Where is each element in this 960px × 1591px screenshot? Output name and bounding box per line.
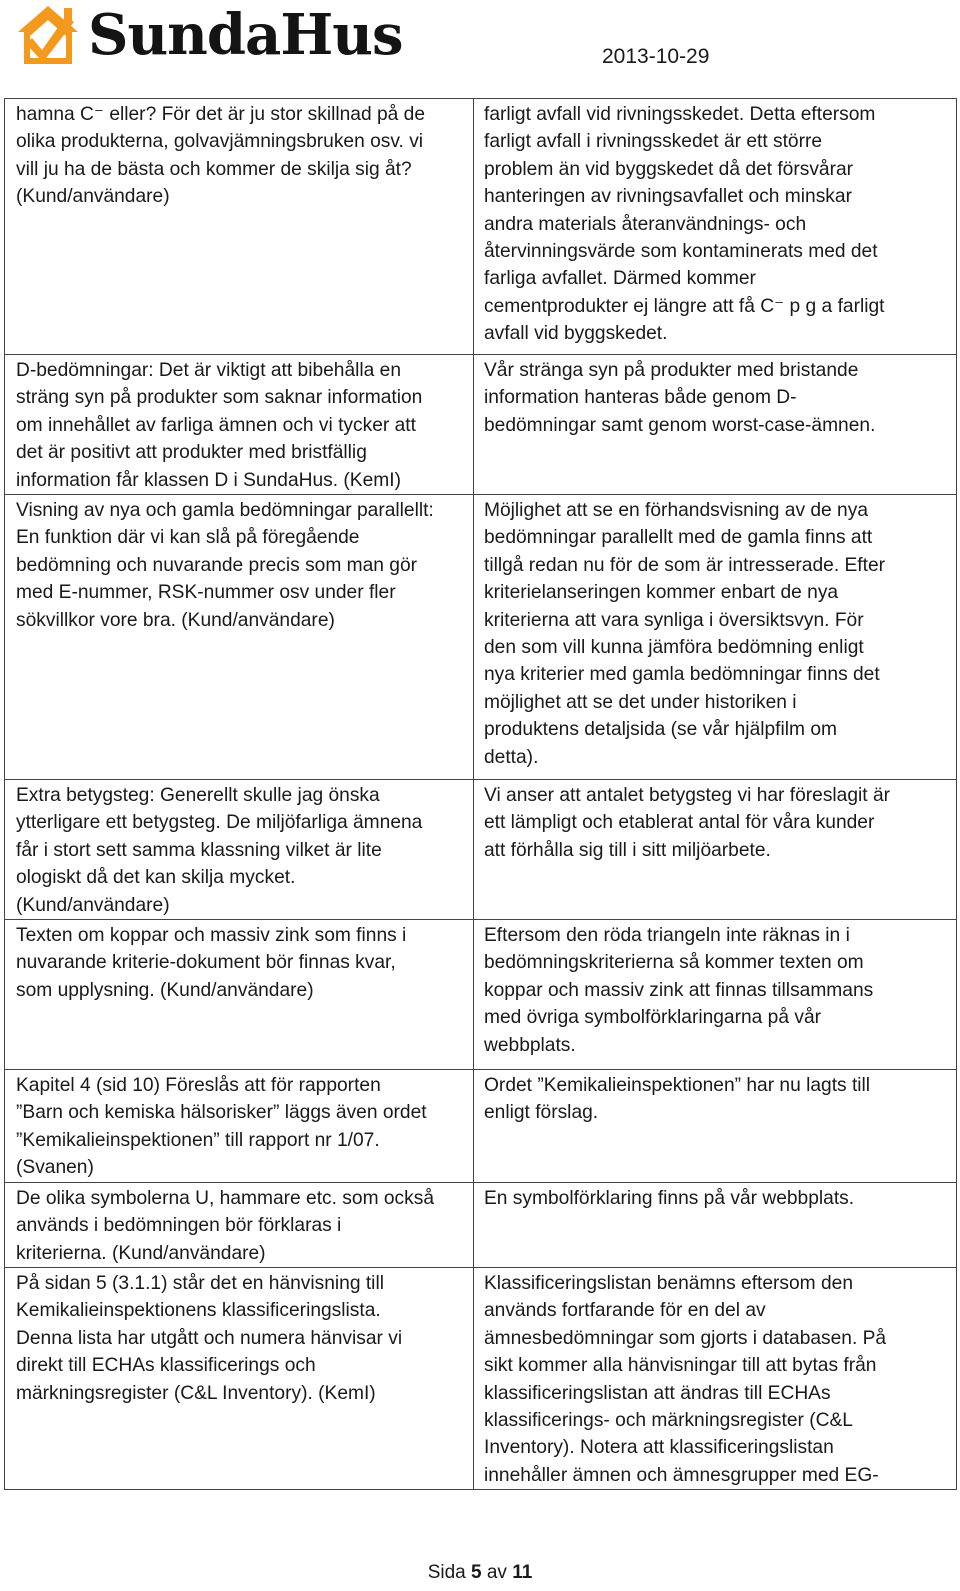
document-date: 2013-10-29: [602, 45, 710, 68]
comment-cell: Extra betygsteg: Generellt skulle jag önska ytterligare ett betygsteg. De miljöfarliga ämnena får i stort sett samma klassning vilket är lite ologiskt då det kan skilja mycket. (Kund/användare): [5, 780, 474, 920]
comment-cell: Visning av nya och gamla bedömningar parallellt: En funktion där vi kan slå på föregående bedömning och nuvarande precis som man gör med E-nummer, RSK-nummer osv under fler sökvillkor vore bra. (Kund/användare): [5, 495, 474, 780]
comment-cell: De olika symbolerna U, hammare etc. som också används i bedömningen bör förklaras i kriterierna. (Kund/användare): [5, 1182, 474, 1267]
table-row: [5, 495, 957, 780]
response-cell: Vi anser att antalet betygsteg vi har föreslagit är ett lämpligt och etablerat antal för våra kunder att förhålla sig till i sitt miljöarbete.: [474, 780, 957, 920]
comment-cell: D-bedömningar: Det är viktigt att bibehålla en sträng syn på produkter som saknar information om innehållet av farliga ämnen och vi tycker att det är positivt att produkter med bristfällig information får klassen D i SundaHus. (KemI): [5, 355, 474, 495]
response-cell: Möjlighet att se en förhandsvisning av de nya bedömningar parallellt med de gamla finns att tillgå redan nu för de som är intresserade. Efter kriterielanseringen kommer enbart de nya kriterierna att vara synliga i översiktsvyn. För den som vill kunna jämföra bedömning enligt nya kriterier med gamla bedömningar finns det möjlighet att se det under historiken i produktens detaljsida (se vår hjälpfilm om detta).: [474, 495, 957, 780]
response-cell: Ordet ”Kemikalieinspektionen” har nu lagts till enligt förslag.: [474, 1070, 957, 1183]
response-cell: Klassificeringslistan benämns eftersom den används fortfarande för en del av ämnesbedömningar som gjorts i databasen. På sikt kommer alla hänvisningar till att bytas från klassificeringslistan att ändras till ECHAs klassificerings- och märkningsregister (C&L Inventory). Notera att klassificeringslistan innehåller ämnen och ämnesgrupper med EG-: [474, 1267, 957, 1489]
page-of-label: av: [486, 1562, 507, 1583]
table-row: [5, 780, 957, 920]
page-label: Sida: [427, 1562, 466, 1583]
response-cell: Eftersom den röda triangeln inte räknas in i bedömningskriterierna så kommer texten om koppar och massiv zink att finnas tillsammans med övriga symbolförklaringarna på vår webbplats.: [474, 920, 957, 1070]
table-row: [5, 355, 957, 495]
table-row: [5, 1070, 957, 1183]
table-row: [5, 99, 957, 355]
table-row: [5, 1267, 957, 1489]
page-header: [0, 0, 960, 90]
comment-cell: På sidan 5 (3.1.1) står det en hänvisning till Kemikalieinspektionens klassificeringslista. Denna lista har utgått och numera hänvisar vi direkt till ECHAs klassificerings och märkningsregister (C&L Inventory). (KemI): [5, 1267, 474, 1489]
page-footer: [0, 1560, 960, 1586]
table-row: [5, 920, 957, 1070]
comment-cell: Kapitel 4 (sid 10) Föreslås att för rapporten ”Barn och kemiska hälsorisker” läggs även ordet ”Kemikalieinspektionen” till rapport nr 1/07. (Svanen): [5, 1070, 474, 1183]
response-cell: farligt avfall vid rivningsskedet. Detta eftersom farligt avfall i rivningsskedet är ett större problem än vid byggskedet då det försvårar hanteringen av rivningsavfallet och minskar andra materials återanvändnings- och återvinningsvärde som kontaminerats med det farliga avfallet. Därmed kommer cementprodukter ej längre att få C⁻ p g a farligt avfall vid byggskedet.: [474, 99, 957, 355]
response-cell: En symbolförklaring finns på vår webbplats.: [474, 1182, 957, 1267]
current-page-number: 5: [471, 1562, 482, 1583]
logo-wordmark: SundaHus: [88, 2, 403, 68]
sundahus-house-check-logo-icon: [14, 2, 82, 68]
response-cell: Vår stränga syn på produkter med bristande information hanteras både genom D- bedömningar samt genom worst-case-ämnen.: [474, 355, 957, 495]
total-page-count: 11: [512, 1562, 533, 1583]
table-row: [5, 1182, 957, 1267]
comment-cell: hamna C⁻ eller? För det är ju stor skillnad på de olika produkterna, golvavjämningsbruken osv. vi vill ju ha de bästa och kommer de skilja sig åt? (Kund/användare): [5, 99, 474, 355]
comment-cell: Texten om koppar och massiv zink som finns i nuvarande kriterie-dokument bör finnas kvar, som upplysning. (Kund/användare): [5, 920, 474, 1070]
comments-table: [4, 98, 957, 1490]
